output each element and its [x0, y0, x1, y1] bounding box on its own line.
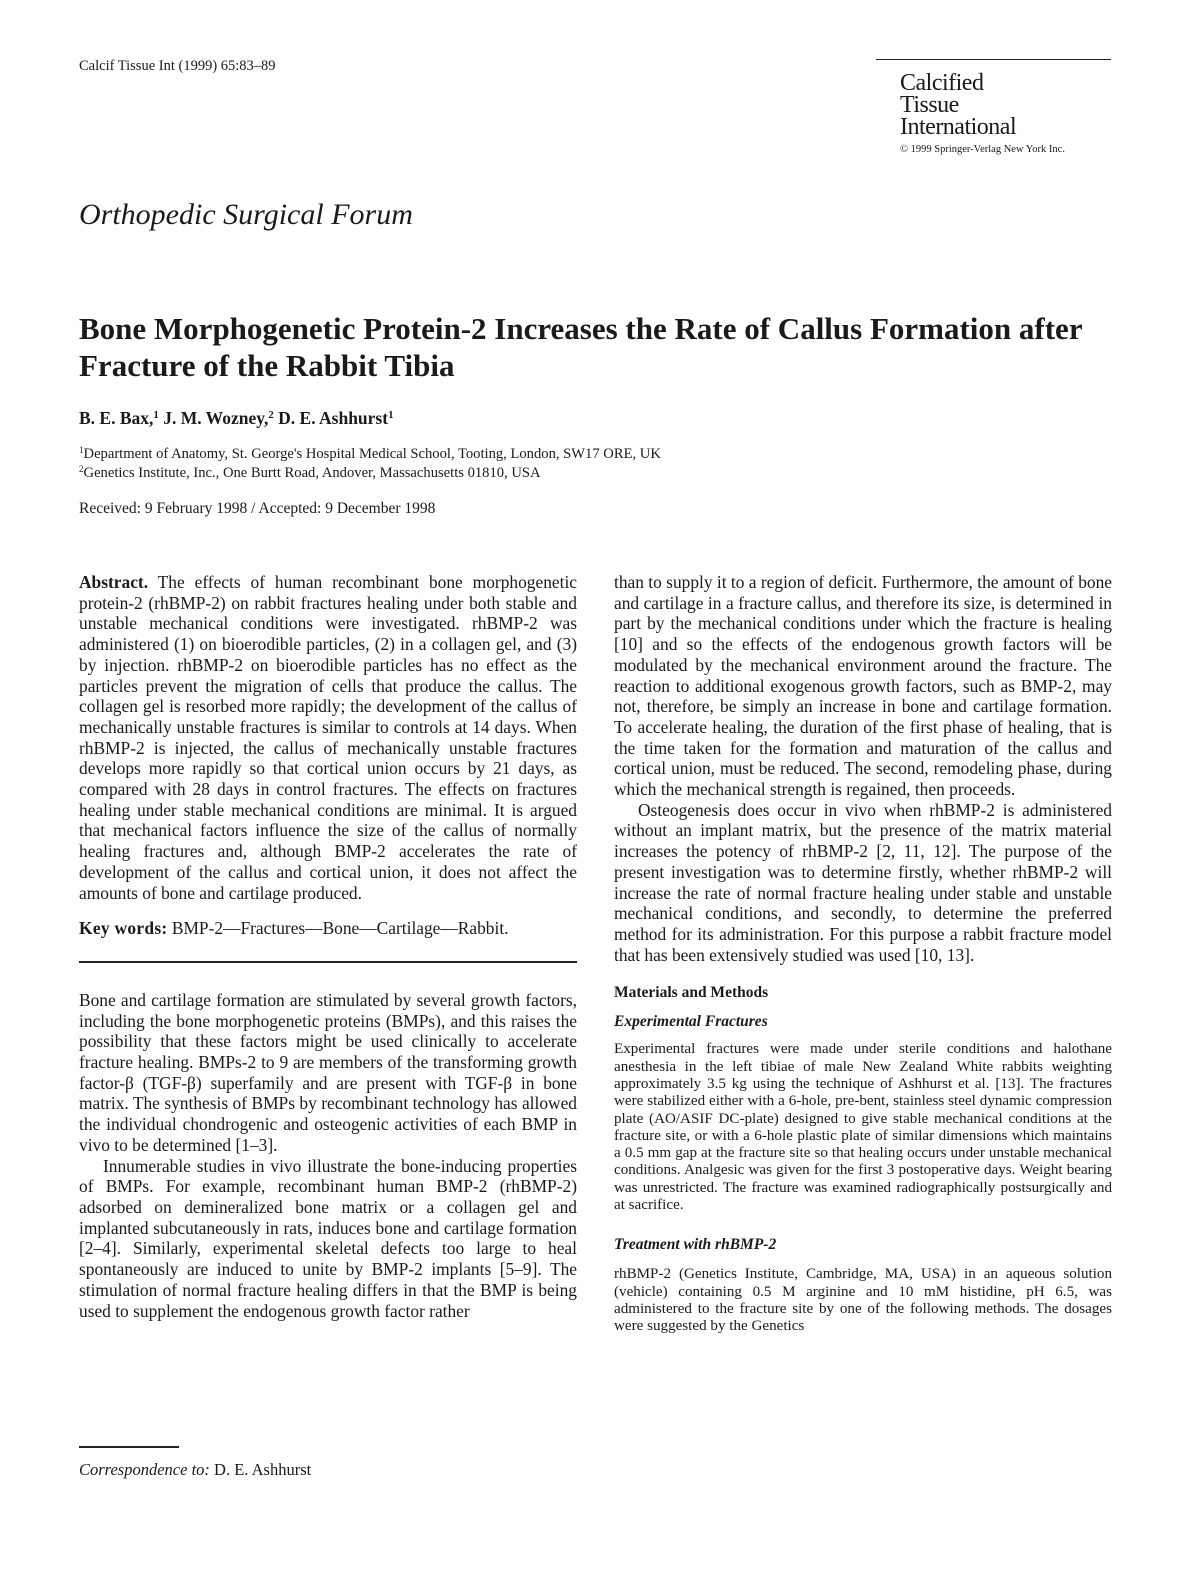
copyright: © 1999 Springer-Verlag New York Inc. — [900, 144, 1065, 155]
methods-paragraph: Experimental fractures were made under sterile conditions and halothane anesthesia in the left tibiae of male New Zealand White rabbits weighting approximately 3.5 kg using the technique of Ashhurst et al. [13]. The fractures were stabilized either with a 6-hole, pre-bent, stainless steel dynamic compression plate (AO/ASIF DC-plate) designed to give stable mechanical conditions at the fracture site, or with a 6-hole plastic plate of similar dimensions which maintains a 0.5 mm gap at the fracture site so that healing occurs under unstable mechanical conditions. Analgesic was given for the first 3 postoperative days. Weight bearing was unrestricted. The fracture was examined radiographically postsurgically and at sacrifice. — [614, 1041, 1112, 1214]
author-name: D. E. Ashhurst — [278, 408, 389, 428]
logo-word-3: International — [900, 114, 1017, 140]
right-column — [614, 572, 1112, 1336]
abstract — [79, 572, 577, 903]
author-name: J. M. Wozney, — [163, 408, 269, 428]
body-paragraph: Osteogenesis does occur in vivo when rhBMP-2 is administered without an implant matrix, but the presence of the matrix material increases the potency of rhBMP-2 [2, 11, 12]. The purpose of the present investigation was to determine firstly, whether rhBMP-2 will increase the rate of normal fracture healing under stable and unstable mechanical conditions, and secondly, to determine the preferred method for its administration. For this purpose a rabbit fracture model that has been extensively studied was used [10, 13]. — [614, 799, 1112, 965]
abstract-text: The effects of human recombinant bone morphogenetic protein-2 (rhBMP-2) on rabbit fractures healing under both stable and unstable mechanical conditions were investigated. rhBMP-2 was administered (1) on bioerodible particles, (2) in a collagen gel, and (3) by injection. rhBMP-2 on bioerodible particles has no effect as the particles prevent the migration of cells that produce the callus. The collagen gel is resorbed more rapidly; the development of the callus of mechanically unstable fractures is similar to controls at 14 days. When rhBMP-2 is injected, the callus of mechanically unstable fractures develops more rapidly so that cortical union occurs by 21 days, as compared with 28 days in control fractures. The effects on fractures healing under stable mechanical conditions are minimal. It is argued that mechanical factors influence the size of the callus of normally healing fractures and, although BMP-2 accelerates the rate of development of the callus and cortical union, it does not affect the amounts of bone and cartilage produced. — [79, 572, 577, 903]
body-paragraph: Innumerable studies in vivo illustrate the bone-inducing properties of BMPs. For example, recombinant human BMP-2 (rhBMP-2) adsorbed on demineralized bone matrix or a collagen gel and implanted subcutaneously in rats, induces bone and cartilage formation [2–4]. Similarly, experimental skeletal defects too large to heal spontaneously are induced to unite by BMP-2 implants [5–9]. The stimulation of normal fracture healing differs in that the BMP is being used to supplement the endogenous growth factor rather — [79, 1155, 577, 1321]
footnote-text: D. E. Ashhurst — [214, 1460, 312, 1479]
paper-title: Bone Morphogenetic Protein-2 Increases the Rate of Callus Formation after Fracture of the Rabbit Tibia — [79, 311, 1083, 383]
affiliations — [79, 445, 661, 483]
author-affil-sup: 1 — [153, 409, 159, 422]
affil-text: Department of Anatomy, St. George's Hospital Medical School, Tooting, London, SW17 ORE, UK — [83, 446, 661, 462]
journal-logo — [876, 59, 1111, 155]
keywords-text: BMP-2—Fractures—Bone—Cartilage—Rabbit. — [171, 918, 509, 939]
correspondence-footnote — [79, 1460, 311, 1480]
left-column — [79, 572, 577, 1321]
abstract-divider — [79, 961, 577, 963]
affil-sup: 1 — [79, 445, 84, 456]
journal-citation: Calcif Tissue Int (1999) 65:83–89 — [79, 58, 276, 74]
keywords-label: Key words: — [79, 918, 168, 939]
affiliation — [79, 445, 661, 464]
keywords — [79, 918, 577, 939]
affil-sup: 2 — [79, 464, 84, 475]
author-name: B. E. Bax, — [79, 408, 154, 428]
body-paragraph: than to supply it to a region of deficit. Furthermore, the amount of bone and cartilage in a fracture callus, and therefore its size, is determined in part by the mechanical conditions under which the fracture is healing [10] and so the effects of the endogenous growth factors will be modulated by the mechanical environment around the fracture. The reaction to additional exogenous growth factors, such as BMP-2, may not, therefore, be simply an increase in bone and cartilage formation. To accelerate healing, the duration of the first phase of healing, that is the time taken for the formation and maturation of the callus and cortical union, must be reduced. The second, remodeling phase, during which the mechanical strength is regained, then proceeds. — [614, 572, 1112, 800]
section-heading: Materials and Methods — [614, 984, 769, 1002]
author-affil-sup: 1 — [388, 409, 394, 422]
subsection-heading: Treatment with rhBMP-2 — [614, 1236, 777, 1254]
author-affil-sup: 2 — [268, 409, 274, 422]
affiliation — [79, 464, 661, 483]
logo-word-1: Calcified — [900, 70, 984, 96]
methods-paragraph: rhBMP-2 (Genetics Institute, Cambridge, MA, USA) in an aqueous solution (vehicle) containing 0.5 M arginine and 10 mM histidine, pH 6.5, was administered to the fracture site by one of the following methods. The dosages were suggested by the Genetics — [614, 1266, 1112, 1335]
abstract-label: Abstract. — [79, 572, 149, 592]
logo-word-2: Tissue — [900, 92, 959, 118]
section-label: Orthopedic Surgical Forum — [79, 198, 413, 231]
footnote-label: Correspondence to: — [79, 1460, 210, 1479]
author-list — [79, 408, 394, 429]
subsection-heading: Experimental Fractures — [614, 1013, 768, 1031]
footnote-divider — [79, 1446, 179, 1448]
received-dates: Received: 9 February 1998 / Accepted: 9 December 1998 — [79, 500, 436, 517]
affil-text: Genetics Institute, Inc., One Burtt Road, Andover, Massachusetts 01810, USA — [83, 465, 541, 481]
body-paragraph: Bone and cartilage formation are stimulated by several growth factors, including the bone morphogenetic proteins (BMPs), and this raises the possibility that these factors might be used clinically to accelerate fracture healing. BMPs-2 to 9 are members of the transforming growth factor-β (TGF-β) superfamily and are present with TGF-β in bone matrix. The synthesis of BMPs by recombinant technology has allowed the individual chondrogenic and osteogenic activities of each BMP in vivo to be determined [1–3]. — [79, 989, 577, 1155]
